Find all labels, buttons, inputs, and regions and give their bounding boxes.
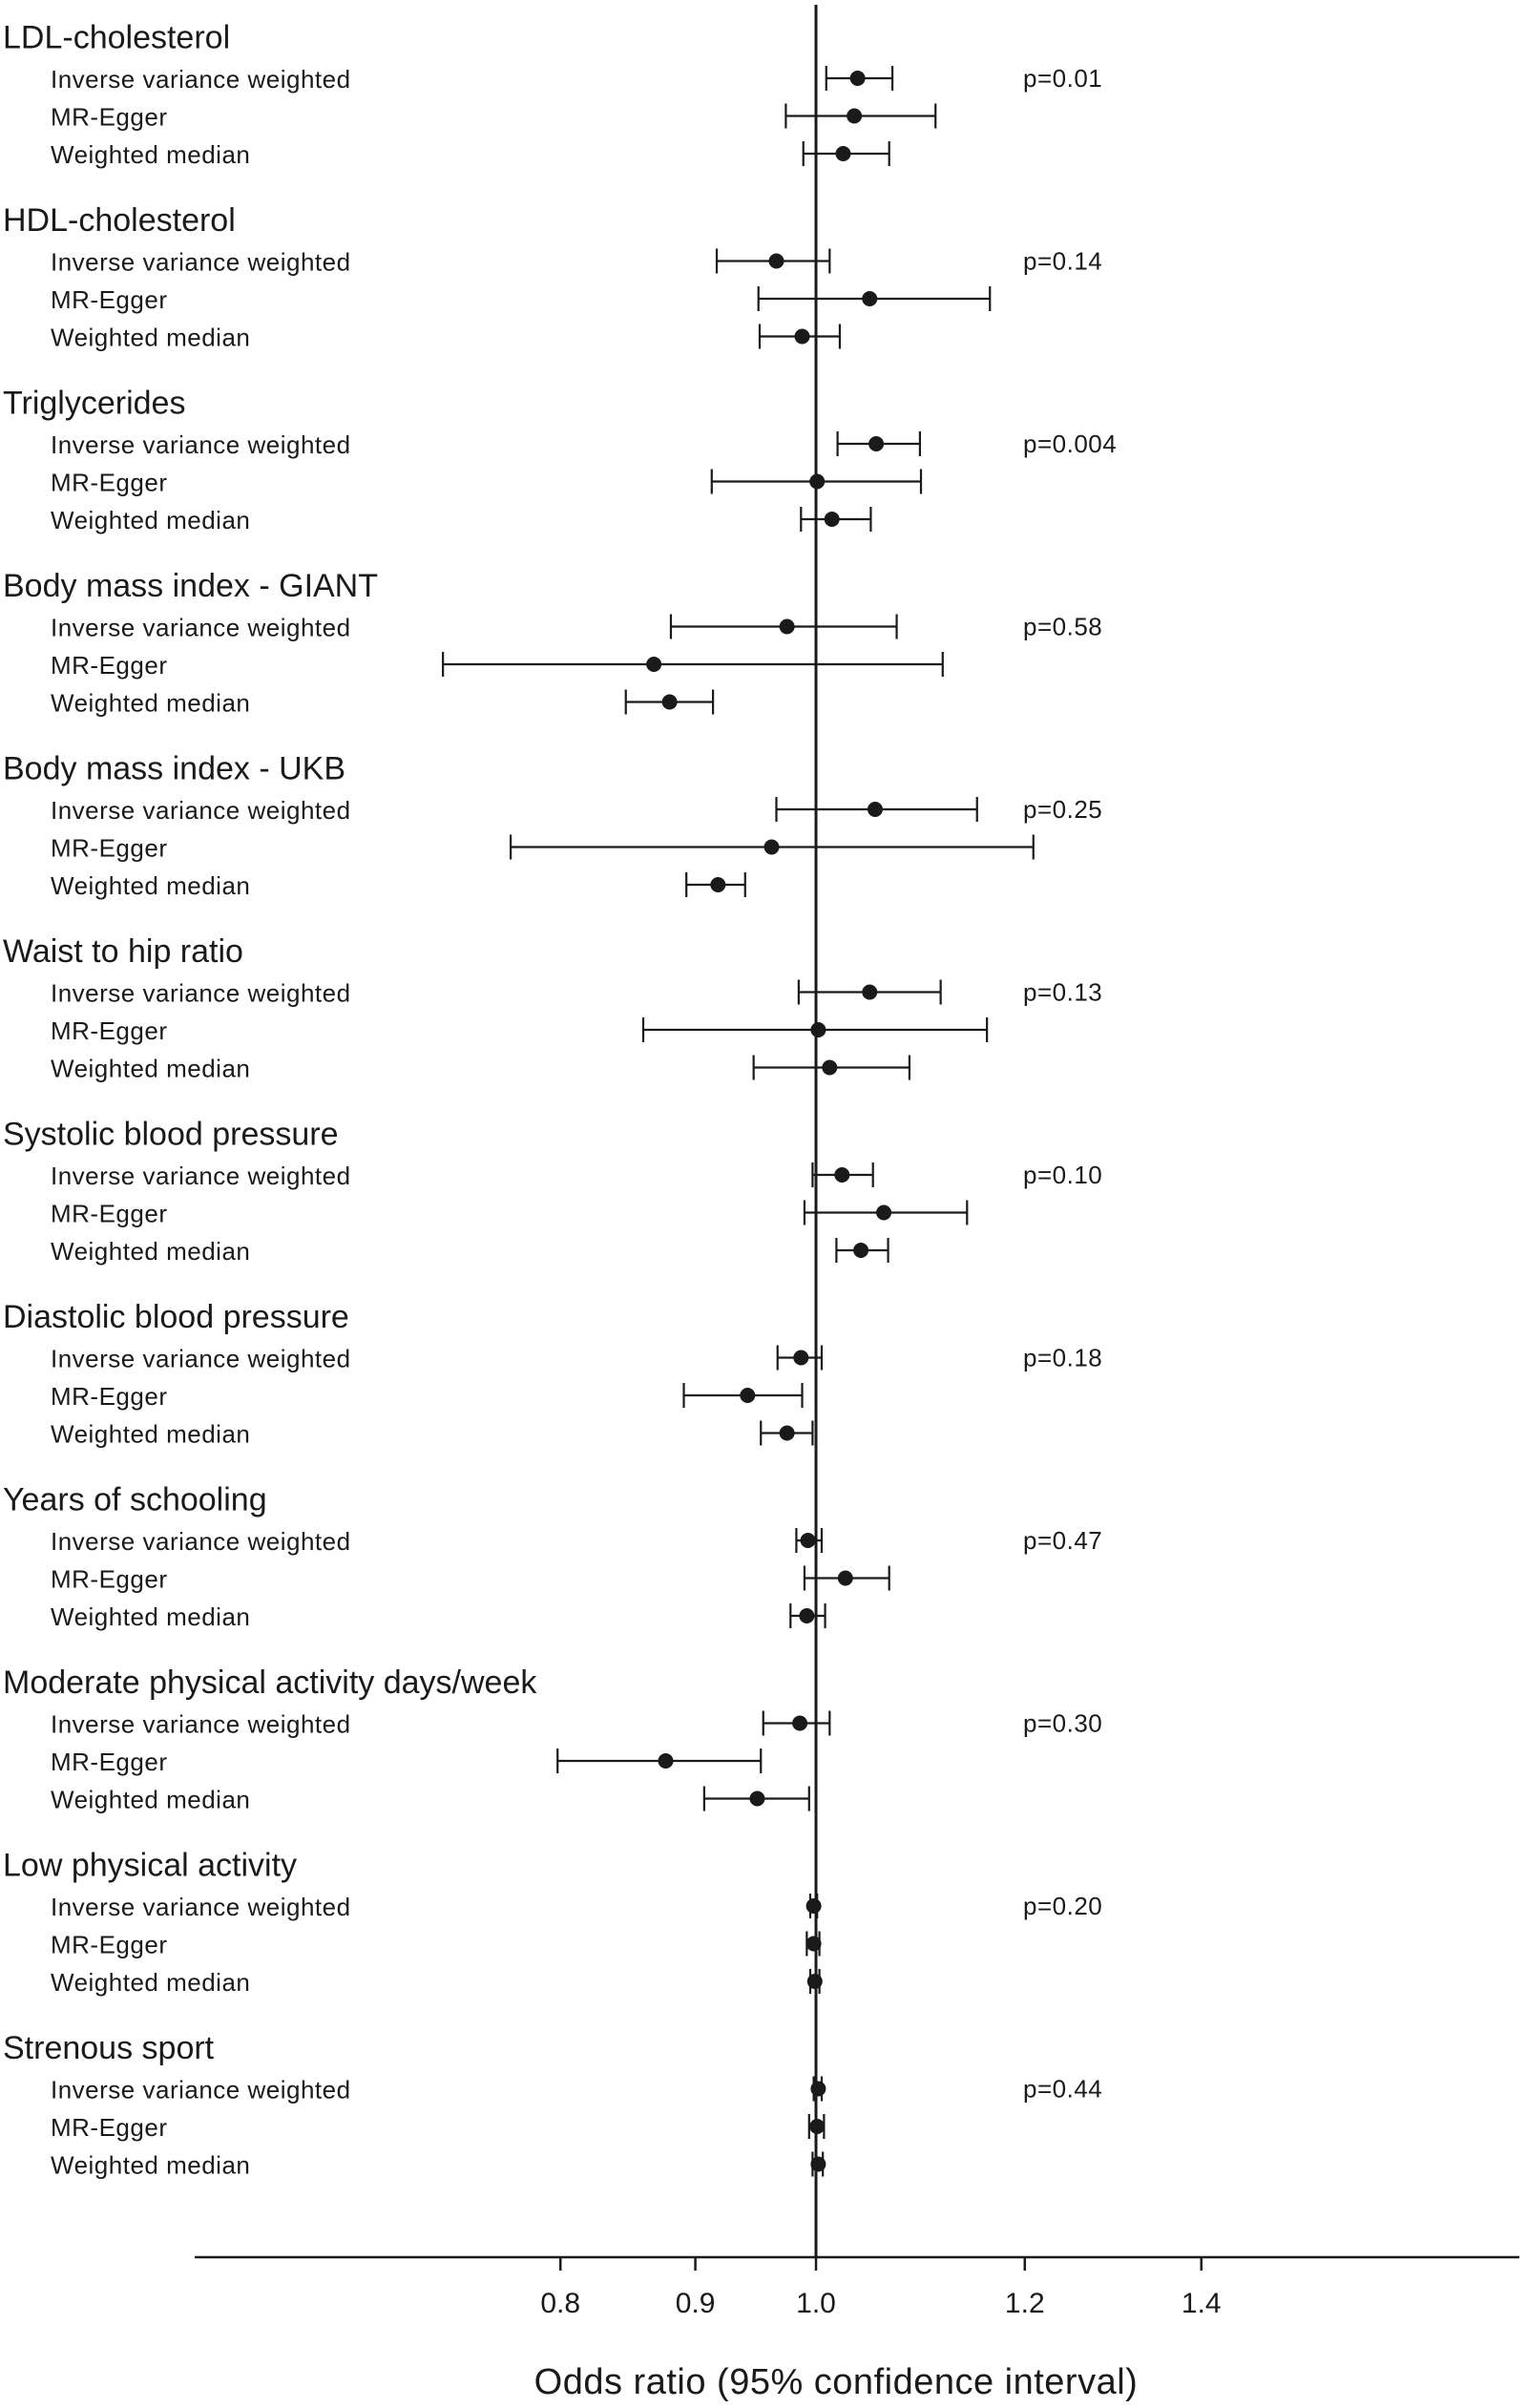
group-4 xyxy=(3,751,1102,901)
group-title: Triglycerides xyxy=(3,385,186,422)
method-label: Weighted median xyxy=(51,688,251,718)
point-estimate xyxy=(810,2082,826,2097)
group-11 xyxy=(3,2030,1102,2180)
p-value: p=0.58 xyxy=(1023,612,1103,641)
method-label: Inverse variance weighted xyxy=(51,430,351,459)
group-title: LDL-cholesterol xyxy=(3,19,231,56)
p-value: p=0.47 xyxy=(1023,1526,1103,1555)
method-label: Inverse variance weighted xyxy=(51,1893,351,1921)
method-label: Inverse variance weighted xyxy=(51,247,351,277)
p-value: p=0.30 xyxy=(1023,1708,1103,1738)
method-label: MR-Egger xyxy=(51,833,168,863)
point-estimate xyxy=(847,109,862,124)
method-label: Inverse variance weighted xyxy=(51,613,351,642)
p-value: p=0.13 xyxy=(1023,977,1103,1007)
point-estimate xyxy=(795,329,810,345)
point-estimate xyxy=(806,1937,822,1952)
group-title: Waist to hip ratio xyxy=(3,933,243,970)
point-estimate xyxy=(810,1022,826,1037)
p-value: p=0.14 xyxy=(1023,246,1103,276)
point-estimate xyxy=(809,474,825,490)
method-label: Weighted median xyxy=(51,1968,251,1997)
method-label: Weighted median xyxy=(51,1237,251,1266)
method-label: MR-Egger xyxy=(51,1382,168,1411)
point-estimate xyxy=(868,802,883,817)
point-estimate xyxy=(749,1791,764,1807)
method-label: Inverse variance weighted xyxy=(51,1527,351,1556)
point-estimate xyxy=(799,1608,814,1623)
method-label: Inverse variance weighted xyxy=(51,1709,351,1739)
plot-rows xyxy=(3,20,1117,2180)
p-value: p=0.004 xyxy=(1023,429,1118,458)
method-label: MR-Egger xyxy=(51,1930,168,1959)
point-estimate xyxy=(806,1898,822,1914)
method-label: Inverse variance weighted xyxy=(51,1344,351,1373)
group-title: Strenous sport xyxy=(3,2030,215,2066)
group-2 xyxy=(3,386,1117,535)
group-title: Body mass index - UKB xyxy=(3,750,346,787)
group-7 xyxy=(3,1299,1102,1449)
method-label: Weighted median xyxy=(51,140,251,169)
point-estimate xyxy=(835,146,850,161)
group-10 xyxy=(3,1848,1102,1998)
method-label: Weighted median xyxy=(51,1602,251,1631)
x-tick-label: 0.9 xyxy=(675,2288,716,2319)
p-value: p=0.20 xyxy=(1023,1892,1103,1920)
method-label: Inverse variance weighted xyxy=(51,796,351,825)
group-9 xyxy=(3,1665,1102,1814)
group-title: Moderate physical activity days/week xyxy=(3,1665,537,1701)
method-label: Weighted median xyxy=(51,1419,251,1449)
method-label: Inverse variance weighted xyxy=(51,978,351,1008)
p-value: p=0.18 xyxy=(1023,1343,1103,1372)
point-estimate xyxy=(825,512,840,527)
point-estimate xyxy=(764,840,780,855)
group-1 xyxy=(3,202,1102,352)
group-title: Diastolic blood pressure xyxy=(3,1299,349,1335)
group-title: Body mass index - GIANT xyxy=(3,568,379,604)
p-value: p=0.25 xyxy=(1023,795,1103,824)
x-tick-label: 1.2 xyxy=(1004,2288,1045,2319)
method-label: MR-Egger xyxy=(51,651,168,680)
group-8 xyxy=(3,1482,1102,1632)
x-tick-label: 1.0 xyxy=(796,2288,836,2319)
point-estimate xyxy=(768,254,784,269)
method-label: MR-Egger xyxy=(51,1016,168,1045)
method-label: Weighted median xyxy=(51,2150,251,2180)
method-label: Inverse variance weighted xyxy=(51,2075,351,2104)
method-label: MR-Egger xyxy=(51,1199,168,1228)
group-6 xyxy=(3,1117,1102,1267)
point-estimate xyxy=(780,1426,795,1441)
group-title: HDL-cholesterol xyxy=(3,202,236,239)
point-estimate xyxy=(740,1388,755,1403)
point-estimate xyxy=(793,1351,808,1366)
point-estimate xyxy=(834,1167,849,1183)
point-estimate xyxy=(810,2157,826,2172)
method-label: MR-Egger xyxy=(51,1748,168,1776)
x-axis-label: Odds ratio (95% confidence interval) xyxy=(533,2362,1139,2402)
point-estimate xyxy=(868,436,884,451)
point-estimate xyxy=(853,1243,868,1258)
method-label: MR-Egger xyxy=(51,1564,168,1594)
point-estimate xyxy=(801,1533,816,1548)
point-estimate xyxy=(659,1753,674,1769)
point-estimate xyxy=(807,1974,823,1989)
method-label: Weighted median xyxy=(51,506,251,534)
point-estimate xyxy=(809,2119,825,2134)
method-label: Weighted median xyxy=(51,1054,251,1083)
group-title: Systolic blood pressure xyxy=(3,1116,339,1153)
method-label: MR-Egger xyxy=(51,468,168,497)
point-estimate xyxy=(822,1060,837,1076)
p-value: p=0.01 xyxy=(1023,64,1103,93)
method-label: Weighted median xyxy=(51,323,251,352)
point-estimate xyxy=(646,657,661,672)
point-estimate xyxy=(862,291,877,306)
point-estimate xyxy=(862,985,877,1000)
x-tick-label: 0.8 xyxy=(540,2288,581,2319)
point-estimate xyxy=(792,1716,807,1731)
method-label: Inverse variance weighted xyxy=(51,65,351,94)
point-estimate xyxy=(780,619,795,635)
method-label: Weighted median xyxy=(51,871,251,900)
p-value: p=0.10 xyxy=(1023,1161,1103,1189)
point-estimate xyxy=(876,1205,891,1221)
method-label: Weighted median xyxy=(51,1785,251,1814)
point-estimate xyxy=(850,71,866,86)
x-axis xyxy=(195,5,1519,2319)
method-label: Inverse variance weighted xyxy=(51,1162,351,1190)
point-estimate xyxy=(662,695,678,710)
group-title: Years of schooling xyxy=(3,1481,267,1518)
point-estimate xyxy=(838,1571,853,1586)
point-estimate xyxy=(710,877,725,892)
group-5 xyxy=(3,933,1102,1083)
group-title: Low physical activity xyxy=(3,1847,298,1884)
x-tick-label: 1.4 xyxy=(1181,2288,1222,2319)
method-label: MR-Egger xyxy=(51,102,168,132)
method-label: MR-Egger xyxy=(51,285,168,314)
p-value: p=0.44 xyxy=(1023,2074,1103,2104)
group-3 xyxy=(3,568,1102,718)
group-0 xyxy=(3,20,1102,170)
method-label: MR-Egger xyxy=(51,2113,168,2142)
